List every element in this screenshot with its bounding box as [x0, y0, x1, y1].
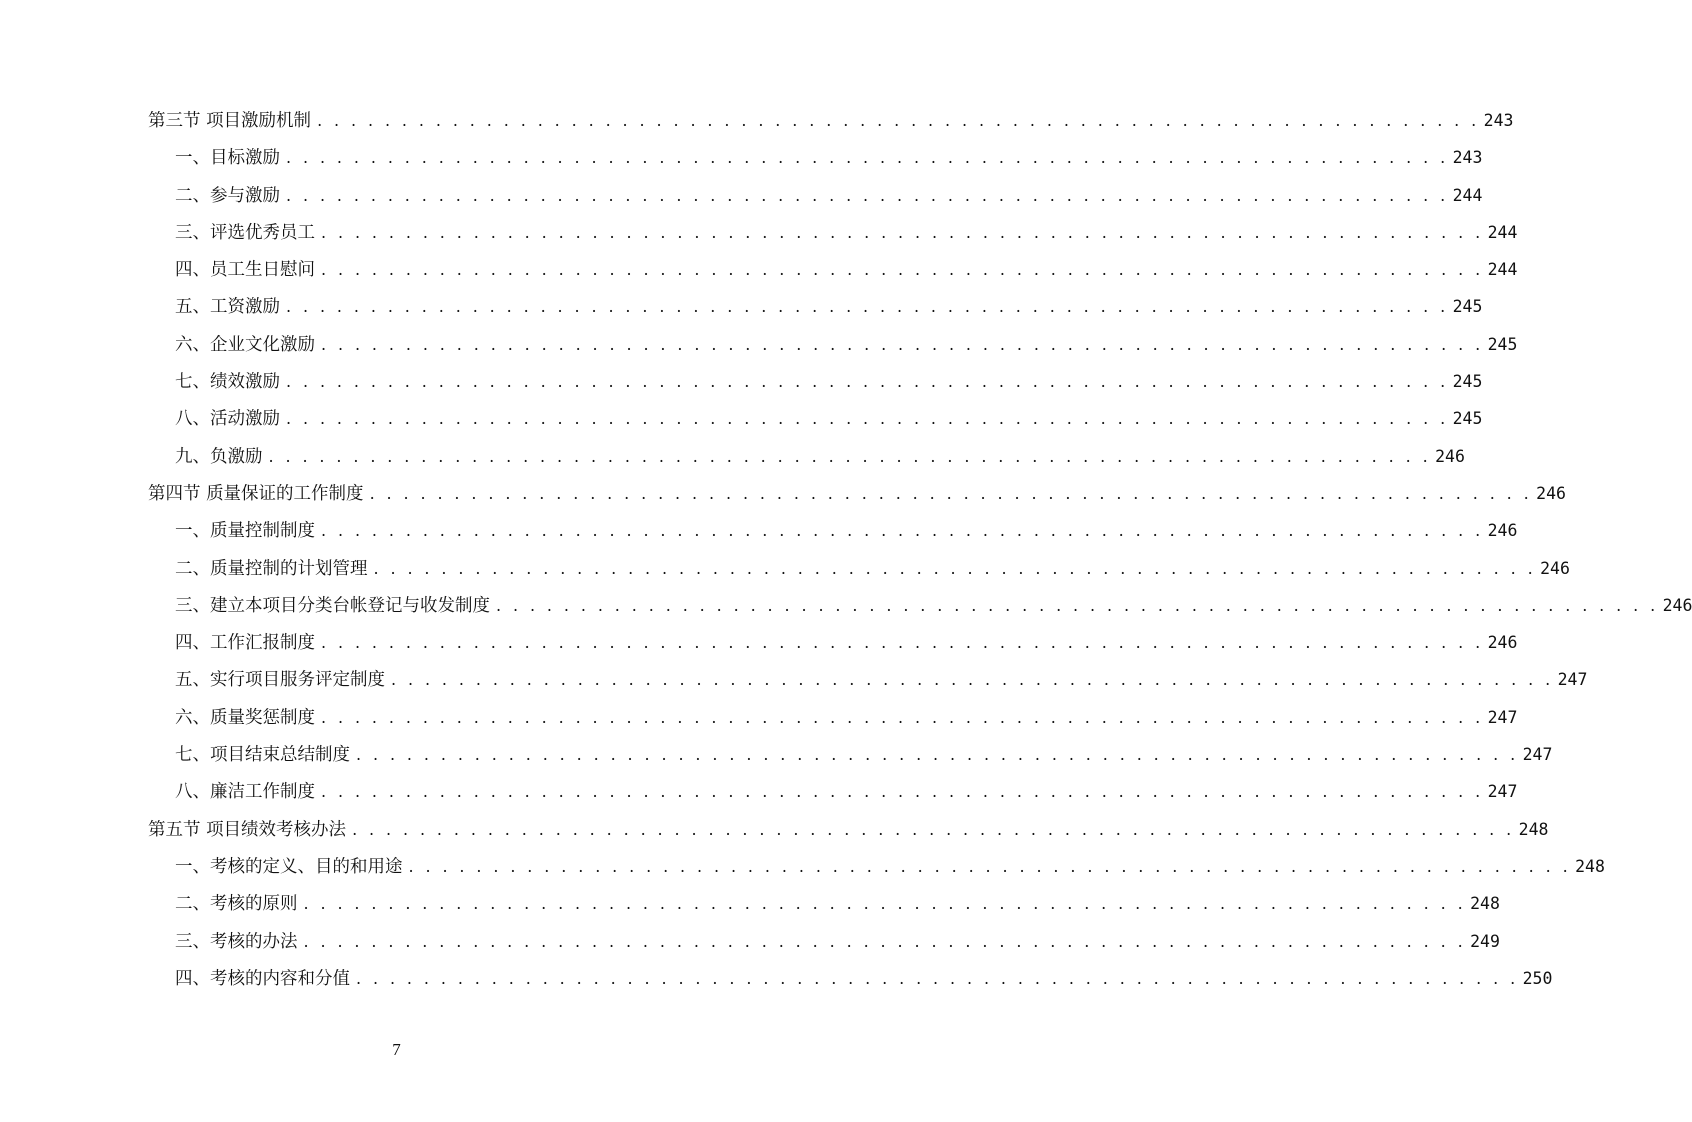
toc-dot-leader: . . . . . . . . . . . . . . . . . . . . . . . . . . . . . . . . . . . . . . . . . . . . . . . . . . . . . . . . . . . . . . . . . . . . . — [352, 819, 1515, 839]
toc-entry-title: 四、考核的内容和分值 — [175, 968, 350, 989]
toc-entry-page: 247 — [1522, 745, 1553, 765]
toc-dot-leader: . . . . . . . . . . . . . . . . . . . . . . . . . . . . . . . . . . . . . . . . . . . . . . . . . . . . . . . . . . . . . . . . . . . . . — [321, 521, 1484, 541]
toc-dot-leader: . . . . . . . . . . . . . . . . . . . . . . . . . . . . . . . . . . . . . . . . . . . . . . . . . . . . . . . . . . . . . . . . . . . . . — [303, 894, 1467, 914]
toc-subsection-entry[interactable] — [148, 587, 1692, 624]
toc-dot-leader: . . . . . . . . . . . . . . . . . . . . . . . . . . . . . . . . . . . . . . . . . . . . . . . . . . . . . . . . . . . . . . . . . . . . . — [321, 334, 1484, 354]
toc-entry-title: 四、员工生日慰问 — [175, 260, 315, 281]
toc-entry-page: 244 — [1487, 260, 1518, 280]
toc-dot-leader: . . . . . . . . . . . . . . . . . . . . . . . . . . . . . . . . . . . . . . . . . . . . . . . . . . . . . . . . . . . . . . . . . . . . . — [373, 558, 1537, 578]
toc-entry-title: 六、质量奖惩制度 — [175, 707, 315, 728]
toc-dot-leader: . . . . . . . . . . . . . . . . . . . . . . . . . . . . . . . . . . . . . . . . . . . . . . . . . . . . . . . . . . . . . . . . . . . . . — [268, 446, 1432, 466]
toc-entry-title: 九、负激励 — [175, 446, 263, 467]
toc-subsection-entry[interactable] — [148, 885, 1500, 922]
toc-entry-title: 一、目标激励 — [175, 148, 280, 169]
toc-entry-title: 二、参与激励 — [175, 185, 280, 206]
toc-dot-leader: . . . . . . . . . . . . . . . . . . . . . . . . . . . . . . . . . . . . . . . . . . . . . . . . . . . . . . . . . . . . . . . . . . . . . — [391, 670, 1554, 690]
toc-subsection-entry[interactable] — [148, 363, 1483, 400]
toc-entry-page: 248 — [1518, 819, 1549, 839]
toc-entry-page: 245 — [1487, 334, 1518, 354]
toc-dot-leader: . . . . . . . . . . . . . . . . . . . . . . . . . . . . . . . . . . . . . . . . . . . . . . . . . . . . . . . . . . . . . . . . . . . . . — [286, 297, 1449, 317]
toc-entry-title: 四、工作汇报制度 — [175, 633, 315, 654]
toc-subsection-entry[interactable] — [148, 326, 1518, 363]
toc-subsection-entry[interactable] — [148, 400, 1483, 437]
toc-dot-leader: . . . . . . . . . . . . . . . . . . . . . . . . . . . . . . . . . . . . . . . . . . . . . . . . . . . . . . . . . . . . . . . . . . . . . — [303, 931, 1467, 951]
toc-subsection-entry[interactable] — [148, 624, 1518, 661]
toc-dot-leader: . . . . . . . . . . . . . . . . . . . . . . . . . . . . . . . . . . . . . . . . . . . . . . . . . . . . . . . . . . . . . . . . . . . . . — [496, 595, 1659, 615]
toc-entry-title: 八、活动激励 — [175, 409, 280, 430]
toc-entry-page: 249 — [1470, 931, 1500, 951]
toc-entry-page: 247 — [1557, 670, 1588, 690]
toc-entry-title: 七、项目结束总结制度 — [175, 745, 350, 766]
toc-entry-page: 243 — [1452, 148, 1483, 168]
toc-dot-leader: . . . . . . . . . . . . . . . . . . . . . . . . . . . . . . . . . . . . . . . . . . . . . . . . . . . . . . . . . . . . . . . . . . . . . — [286, 185, 1449, 205]
toc-entry-page: 245 — [1452, 372, 1483, 392]
toc-entry-title: 第三节 项目激励机制 — [148, 111, 312, 131]
toc-subsection-entry[interactable] — [148, 251, 1518, 288]
toc-entry-page: 246 — [1435, 446, 1465, 466]
toc-entry-page: 247 — [1487, 782, 1518, 802]
toc-entry-page: 246 — [1487, 521, 1518, 541]
toc-entry-page: 245 — [1452, 409, 1483, 429]
toc-entry-page: 250 — [1522, 968, 1553, 988]
toc-entry-title: 三、建立本项目分类台帐登记与收发制度 — [175, 595, 490, 616]
toc-entry-title: 八、廉洁工作制度 — [175, 782, 315, 803]
toc-entry-page: 246 — [1536, 483, 1566, 503]
toc-dot-leader: . . . . . . . . . . . . . . . . . . . . . . . . . . . . . . . . . . . . . . . . . . . . . . . . . . . . . . . . . . . . . . . . . . . . . — [317, 111, 1480, 130]
toc-subsection-entry[interactable] — [148, 736, 1553, 773]
toc-subsection-entry[interactable] — [148, 288, 1483, 325]
toc-entry-page: 248 — [1575, 856, 1605, 876]
toc-dot-leader: . . . . . . . . . . . . . . . . . . . . . . . . . . . . . . . . . . . . . . . . . . . . . . . . . . . . . . . . . . . . . . . . . . . . . — [321, 633, 1484, 653]
toc-section-entry[interactable] — [148, 811, 1549, 848]
toc-subsection-entry[interactable] — [148, 773, 1518, 810]
toc-entry-page: 246 — [1487, 633, 1518, 653]
toc-subsection-entry[interactable] — [148, 214, 1518, 251]
toc-entry-page: 246 — [1540, 558, 1570, 578]
toc-entry-page: 244 — [1452, 185, 1483, 205]
toc-subsection-entry[interactable] — [148, 512, 1518, 549]
toc-section-entry[interactable] — [148, 102, 1514, 139]
toc-dot-leader: . . . . . . . . . . . . . . . . . . . . . . . . . . . . . . . . . . . . . . . . . . . . . . . . . . . . . . . . . . . . . . . . . . . . . — [408, 856, 1572, 876]
toc-entry-title: 五、实行项目服务评定制度 — [175, 670, 385, 691]
toc-subsection-entry[interactable] — [148, 848, 1605, 885]
toc-entry-page: 244 — [1487, 222, 1518, 242]
toc-dot-leader: . . . . . . . . . . . . . . . . . . . . . . . . . . . . . . . . . . . . . . . . . . . . . . . . . . . . . . . . . . . . . . . . . . . . . — [369, 483, 1533, 503]
toc-entry-title: 三、评选优秀员工 — [175, 222, 315, 243]
toc-entry-title: 五、工资激励 — [175, 297, 280, 318]
toc-subsection-entry[interactable] — [148, 699, 1518, 736]
toc-dot-leader: . . . . . . . . . . . . . . . . . . . . . . . . . . . . . . . . . . . . . . . . . . . . . . . . . . . . . . . . . . . . . . . . . . . . . — [356, 745, 1519, 765]
toc-subsection-entry[interactable] — [148, 550, 1570, 587]
toc-entry-page: 245 — [1452, 297, 1483, 317]
toc-entry-title: 六、企业文化激励 — [175, 334, 315, 355]
toc-subsection-entry[interactable] — [148, 177, 1483, 214]
toc-entry-page: 246 — [1662, 595, 1692, 615]
toc-dot-leader: . . . . . . . . . . . . . . . . . . . . . . . . . . . . . . . . . . . . . . . . . . . . . . . . . . . . . . . . . . . . . . . . . . . . . — [321, 222, 1484, 242]
toc-dot-leader: . . . . . . . . . . . . . . . . . . . . . . . . . . . . . . . . . . . . . . . . . . . . . . . . . . . . . . . . . . . . . . . . . . . . . — [321, 707, 1484, 727]
toc-dot-leader: . . . . . . . . . . . . . . . . . . . . . . . . . . . . . . . . . . . . . . . . . . . . . . . . . . . . . . . . . . . . . . . . . . . . . — [286, 148, 1449, 168]
toc-entry-title: 七、绩效激励 — [175, 372, 280, 393]
toc-subsection-entry[interactable] — [148, 923, 1500, 960]
toc-subsection-entry[interactable] — [148, 438, 1465, 475]
toc-subsection-entry[interactable] — [148, 960, 1553, 997]
toc-entry-title: 一、考核的定义、目的和用途 — [175, 856, 403, 877]
page-number: 7 — [392, 1040, 401, 1059]
toc-entry-page: 247 — [1487, 707, 1518, 727]
toc-entry-page: 248 — [1470, 894, 1500, 914]
table-of-contents — [148, 102, 1692, 997]
toc-entry-title: 第五节 项目绩效考核办法 — [148, 819, 347, 840]
toc-section-entry[interactable] — [148, 475, 1566, 512]
toc-dot-leader: . . . . . . . . . . . . . . . . . . . . . . . . . . . . . . . . . . . . . . . . . . . . . . . . . . . . . . . . . . . . . . . . . . . . . — [321, 782, 1484, 802]
toc-dot-leader: . . . . . . . . . . . . . . . . . . . . . . . . . . . . . . . . . . . . . . . . . . . . . . . . . . . . . . . . . . . . . . . . . . . . . — [286, 409, 1449, 429]
toc-entry-title: 一、质量控制制度 — [175, 521, 315, 542]
toc-entry-title: 三、考核的办法 — [175, 931, 298, 952]
toc-dot-leader: . . . . . . . . . . . . . . . . . . . . . . . . . . . . . . . . . . . . . . . . . . . . . . . . . . . . . . . . . . . . . . . . . . . . . — [321, 260, 1484, 280]
toc-subsection-entry[interactable] — [148, 139, 1483, 176]
toc-entry-page: 243 — [1483, 111, 1514, 130]
toc-dot-leader: . . . . . . . . . . . . . . . . . . . . . . . . . . . . . . . . . . . . . . . . . . . . . . . . . . . . . . . . . . . . . . . . . . . . . — [286, 372, 1449, 392]
toc-subsection-entry[interactable] — [148, 661, 1588, 698]
toc-entry-title: 二、质量控制的计划管理 — [175, 558, 368, 579]
toc-dot-leader: . . . . . . . . . . . . . . . . . . . . . . . . . . . . . . . . . . . . . . . . . . . . . . . . . . . . . . . . . . . . . . . . . . . . . — [356, 968, 1519, 988]
toc-entry-title: 二、考核的原则 — [175, 894, 298, 915]
toc-entry-title: 第四节 质量保证的工作制度 — [148, 483, 364, 504]
